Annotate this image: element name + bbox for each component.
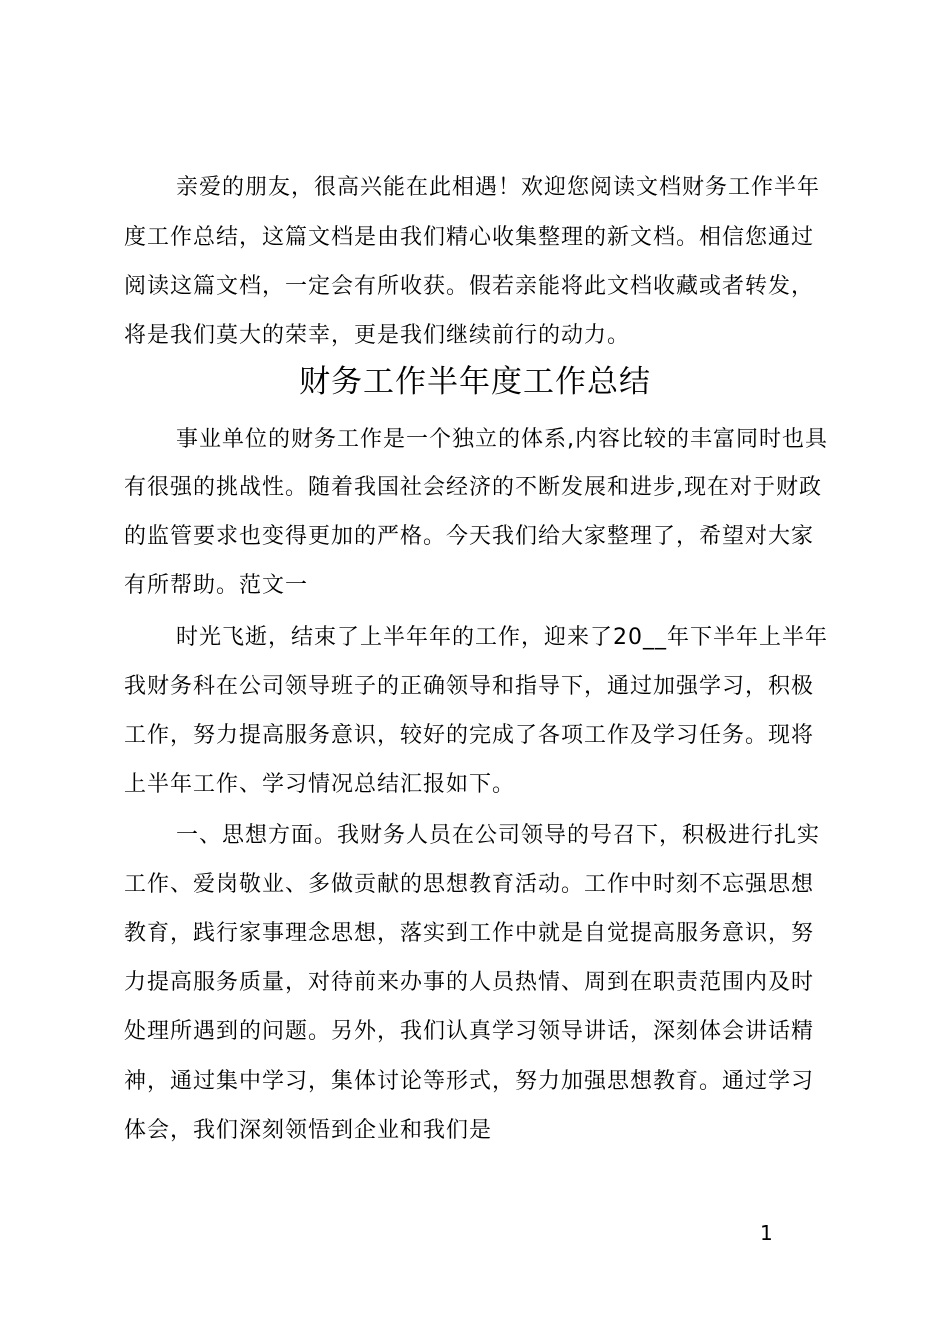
paragraph-line: 工作、爱岗敬业、多做贡献的思想教育活动。工作中时刻不忘强思想: [124, 872, 815, 897]
paragraph-line: 神，通过集中学习，集体讨论等形式，努力加强思想教育。通过学习: [124, 1069, 815, 1094]
intro-line: 亲爱的朋友，很高兴能在此相遇！欢迎您阅读文档财务工作半年: [176, 175, 821, 200]
intro-line: 将是我们莫大的荣幸，更是我们继续前行的动力。: [124, 323, 631, 348]
intro-line: 阅读这篇文档，一定会有所收获。假若亲能将此文档收藏或者转发，: [124, 274, 815, 299]
page-number: 1: [760, 1221, 773, 1245]
paragraph-line: 一、思想方面。我财务人员在公司领导的号召下，积极进行扎实: [176, 823, 821, 848]
paragraph-line: 有很强的挑战性。随着我国社会经济的不断发展和进步,现在对于财政: [124, 475, 822, 500]
intro-line: 度工作总结，这篇文档是由我们精心收集整理的新文档。相信您通过: [124, 225, 815, 250]
paragraph-line: 上半年工作、学习情况总结汇报如下。: [124, 772, 516, 797]
paragraph-line: 事业单位的财务工作是一个独立的体系,内容比较的丰富同时也具: [176, 427, 828, 452]
document-title: 财务工作半年度工作总结: [299, 364, 651, 400]
paragraph-line: 工作，努力提高服务意识，较好的完成了各项工作及学习任务。现将: [124, 723, 815, 748]
paragraph-line: 力提高服务质量，对待前来办事的人员热情、周到在职责范围内及时: [124, 970, 815, 995]
paragraph-line: 的监管要求也变得更加的严格。今天我们给大家整理了，希望对大家: [124, 524, 815, 549]
paragraph-line: 我财务科在公司领导班子的正确领导和指导下，通过加强学习，积极: [124, 674, 815, 699]
paragraph-line: 时光飞逝，结束了上半年年的工作，迎来了20__年下半年上半年: [176, 625, 828, 650]
paragraph-line: 处理所遇到的问题。另外，我们认真学习领导讲话，深刻体会讲话精: [124, 1019, 815, 1044]
paragraph-line: 体会，我们深刻领悟到企业和我们是: [124, 1118, 493, 1143]
paragraph-line: 有所帮助。范文一: [124, 573, 309, 598]
paragraph-line: 教育，践行家事理念思想，落实到工作中就是自觉提高服务意识，努: [124, 921, 815, 946]
